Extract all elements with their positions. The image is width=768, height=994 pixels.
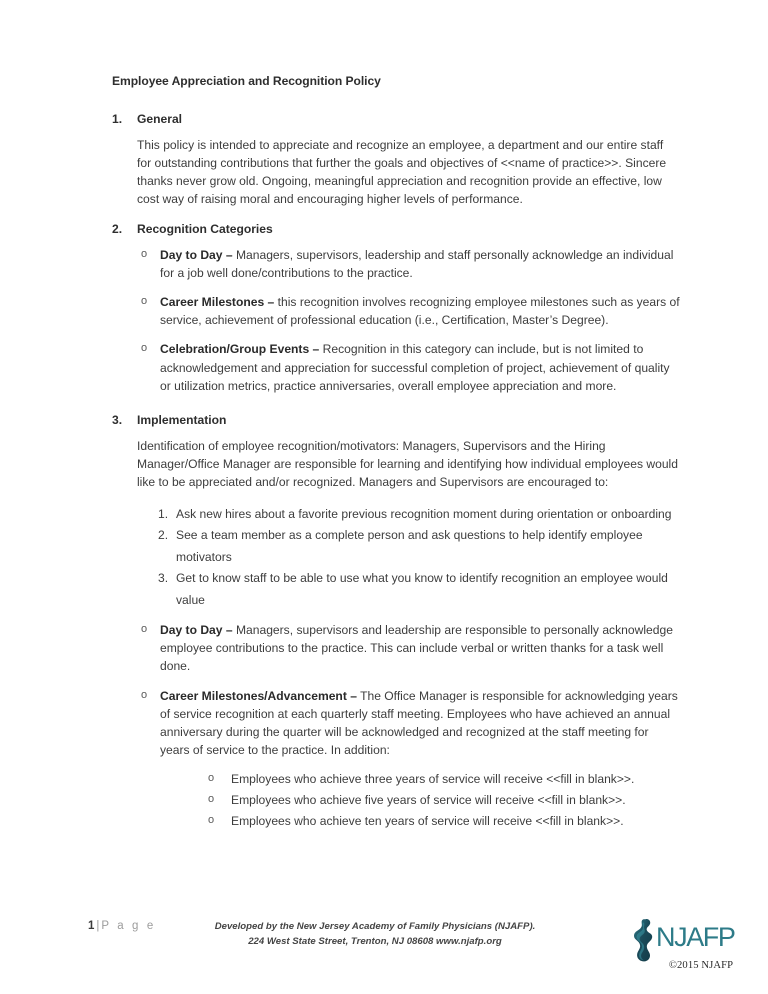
page-footer bbox=[0, 916, 768, 994]
section-heading-text: General bbox=[137, 111, 183, 126]
circle-bullet-icon: o bbox=[141, 247, 148, 260]
list-item bbox=[112, 504, 680, 526]
section-number: 1. bbox=[112, 111, 123, 126]
document-body bbox=[112, 74, 680, 843]
page-number-label: P a g e bbox=[101, 920, 156, 932]
list-item-text: Managers, supervisors, leadership and staff personally acknowledge an individual for a job well done/contributions to the practice. bbox=[160, 247, 674, 281]
list-item-text: Recognition in this category can include, but is not limited to acknowledgement and appreciation for successful completion of project, achievement of quality or utilization metrics, practice anniversaries, overall employee appreciation and more. bbox=[160, 342, 670, 393]
list-item bbox=[112, 621, 680, 675]
list-item bbox=[160, 769, 680, 790]
list-item-text: Employees who achieve three years of service will receive <<fill in blank>>. bbox=[231, 772, 635, 787]
list-item-text: The Office Manager is responsible for acknowledging years of service recognition at each quarterly staff meeting. Employees who have achieved an annual anniversary during the quarter will be acknowledged and recognized at the staff meeting for years of service to the practice. In addition: bbox=[160, 688, 678, 758]
section-general bbox=[112, 111, 680, 209]
page-number-separator: | bbox=[96, 920, 100, 932]
footer-credit-line-1: Developed by the New Jersey Academy of Family Physicians (NJAFP). bbox=[214, 921, 536, 932]
circle-bullet-icon: o bbox=[141, 688, 148, 701]
list-item bbox=[160, 811, 680, 832]
section-heading bbox=[112, 412, 680, 428]
list-item bbox=[112, 340, 680, 394]
recognition-category-list bbox=[112, 246, 680, 395]
list-item-lead: Career Milestones/Advancement – bbox=[160, 688, 357, 703]
list-item-number: 1. bbox=[158, 506, 169, 521]
list-item bbox=[112, 293, 680, 329]
circle-bullet-icon: o bbox=[208, 772, 215, 785]
encouraged-actions-list bbox=[112, 504, 680, 612]
section-recognition-categories bbox=[112, 221, 680, 395]
list-item-text: Employees who achieve five years of service will receive <<fill in blank>>. bbox=[231, 792, 626, 807]
page-title: Employee Appreciation and Recognition Policy bbox=[112, 74, 381, 88]
circle-bullet-icon: o bbox=[141, 342, 148, 355]
page-number bbox=[88, 920, 156, 932]
list-item-number: 3. bbox=[158, 571, 169, 586]
list-item-lead: Career Milestones – bbox=[160, 295, 275, 310]
section-heading bbox=[112, 111, 680, 127]
list-item-number: 2. bbox=[158, 528, 169, 543]
footer-credit-line-2: 224 West State Street, Trenton, NJ 08608 www.njafp.org bbox=[248, 935, 502, 947]
paragraph: Identification of employee recognition/motivators: Managers, Supervisors and the Hiring Manager/Office Manager are responsible for learning and identifying how individual employees would like to be appreciated and/or recognized. Managers and Supervisors are encouraged to: bbox=[137, 439, 678, 490]
section-number: 2. bbox=[112, 221, 123, 236]
section-heading-text: Implementation bbox=[137, 412, 227, 427]
njafp-logo-wordmark: NJAFP bbox=[656, 922, 735, 952]
section-heading-text: Recognition Categories bbox=[137, 221, 273, 236]
implementation-category-list bbox=[112, 621, 680, 831]
section-implementation bbox=[112, 412, 680, 832]
list-item-text: this recognition involves recognizing employee milestones such as years of service, achievement of professional education (i.e., Certification, Master’s Degree). bbox=[160, 295, 680, 328]
years-of-service-list bbox=[160, 769, 680, 831]
list-item-text: Managers, supervisors and leadership are responsible to personally acknowledge employee contributions to the practice. This can include verbal or written thanks for a task well done. bbox=[160, 623, 673, 674]
njafp-logo bbox=[628, 916, 760, 988]
circle-bullet-icon: o bbox=[141, 295, 148, 308]
footer-credit bbox=[196, 920, 554, 950]
list-item-text: Employees who achieve ten years of service will receive <<fill in blank>>. bbox=[231, 813, 624, 828]
list-item bbox=[160, 790, 680, 811]
section-heading bbox=[112, 221, 680, 237]
list-item-text: Get to know staff to be able to use what you know to identify recognition an employee would value bbox=[176, 571, 668, 607]
list-item bbox=[112, 687, 680, 832]
paragraph: This policy is intended to appreciate and recognize an employee, a department and our entire staff for outstanding contributions that further the goals and objectives of <<name of practice>>. Sincere thanks never grow old. Ongoing, meaningful appreciation and recognition provide an effective, low cost way of raising moral and encouraging higher levels of performance. bbox=[137, 138, 667, 207]
list-item-lead: Celebration/Group Events – bbox=[160, 342, 320, 357]
circle-bullet-icon: o bbox=[208, 813, 215, 826]
list-item-text: See a team member as a complete person and ask questions to help identify employee motivators bbox=[176, 528, 643, 564]
page-number-digit: 1 bbox=[88, 920, 95, 932]
njafp-copyright: ©2015 NJAFP bbox=[668, 960, 734, 971]
circle-bullet-icon: o bbox=[141, 623, 148, 636]
list-item-text: Ask new hires about a favorite previous recognition moment during orientation or onboarding bbox=[176, 506, 672, 521]
list-item bbox=[112, 246, 680, 282]
list-item bbox=[112, 525, 680, 568]
circle-bullet-icon: o bbox=[208, 792, 215, 805]
list-item bbox=[112, 568, 680, 611]
list-item-lead: Day to Day – bbox=[160, 623, 233, 638]
section-number: 3. bbox=[112, 412, 123, 427]
list-item-lead: Day to Day – bbox=[160, 247, 233, 262]
